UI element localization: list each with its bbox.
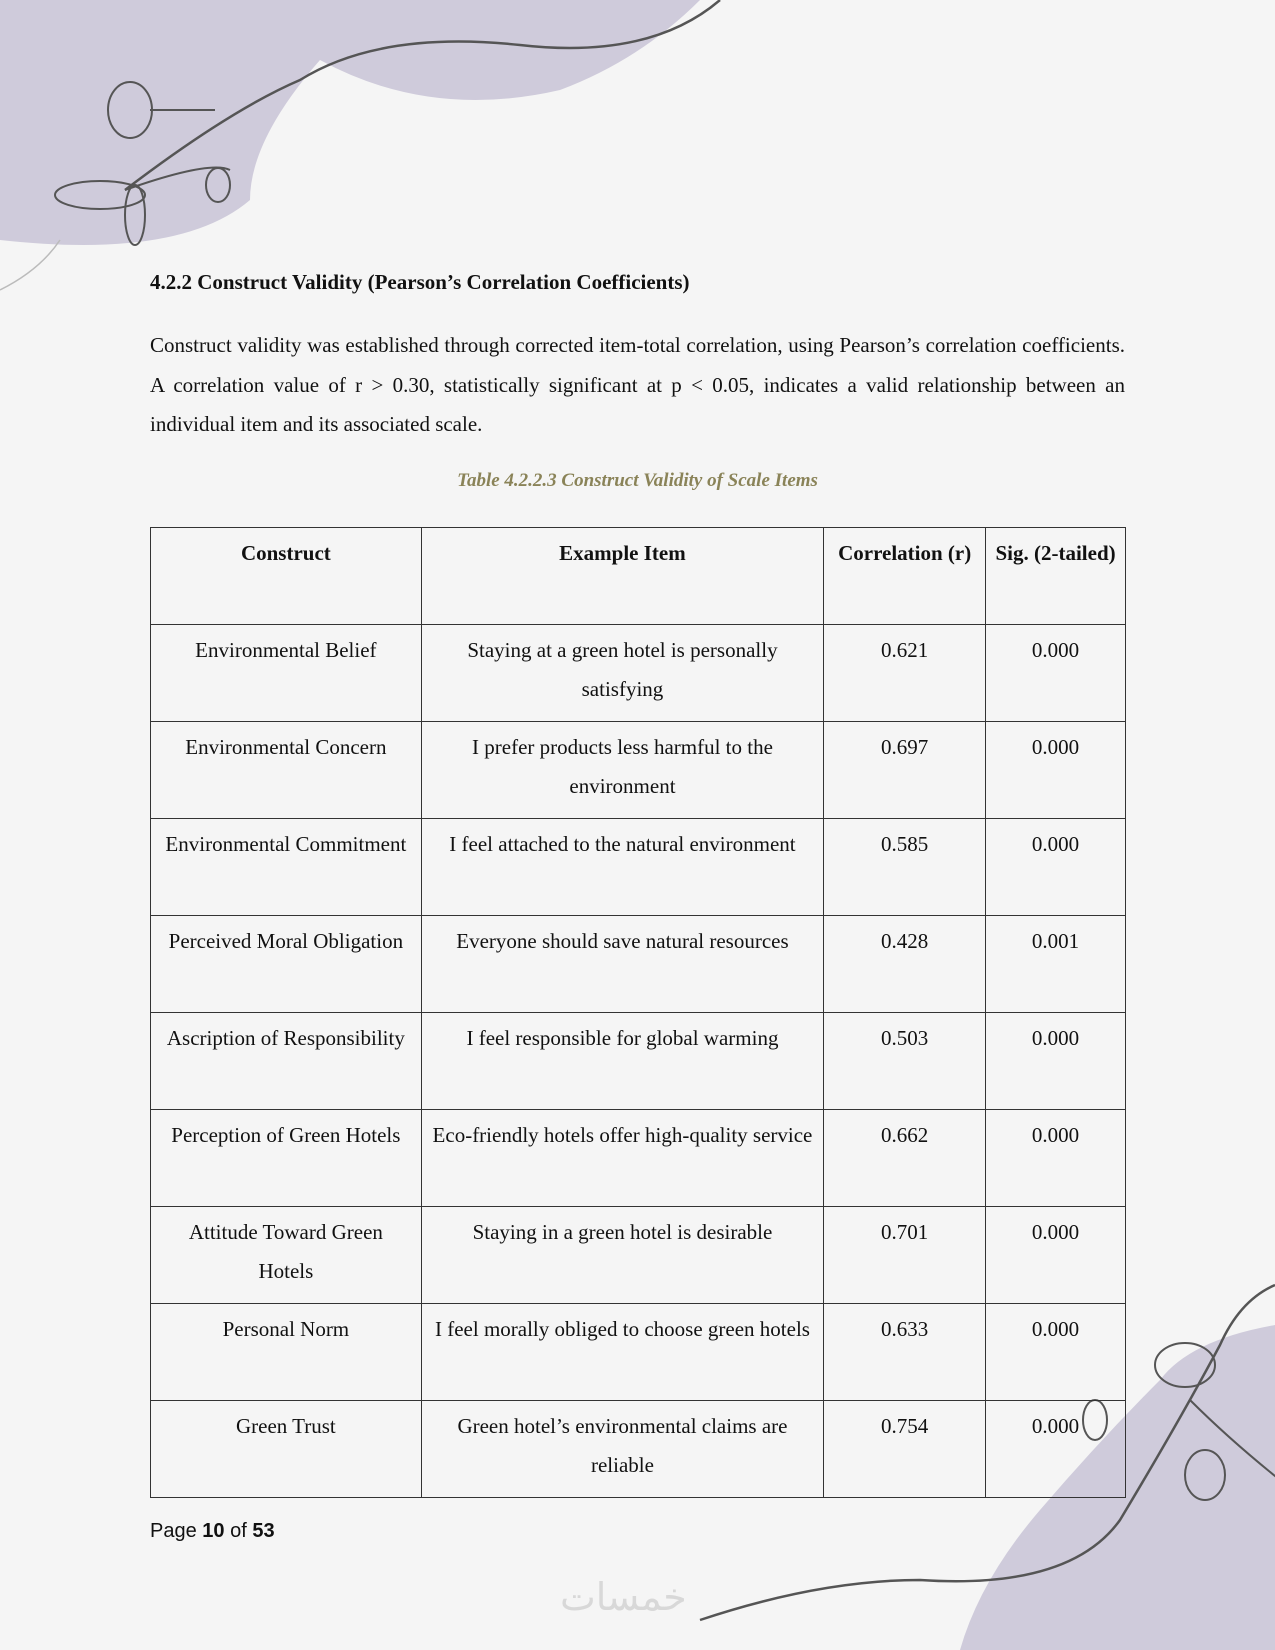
table-row bbox=[151, 625, 1126, 722]
cell-sig: 0.000 bbox=[986, 722, 1126, 819]
cell-sig: 0.000 bbox=[986, 1304, 1126, 1401]
cell-example-item: I feel attached to the natural environment bbox=[421, 819, 823, 916]
cell-sig: 0.000 bbox=[986, 1110, 1126, 1207]
cell-correlation: 0.754 bbox=[824, 1401, 986, 1498]
table-caption: Table 4.2.2.3 Construct Validity of Scale Items bbox=[457, 470, 818, 491]
page-total: 53 bbox=[252, 1520, 275, 1542]
section-heading: 4.2.2 Construct Validity (Pearson’s Correlation Coefficients) bbox=[150, 270, 690, 294]
page-of: of bbox=[230, 1520, 247, 1542]
table-row bbox=[151, 722, 1126, 819]
header-construct: Construct bbox=[151, 528, 422, 625]
watermark: خمسات bbox=[560, 1575, 687, 1619]
table-row bbox=[151, 1304, 1126, 1401]
cell-construct: Environmental Belief bbox=[151, 625, 422, 722]
cell-example-item: Eco-friendly hotels offer high-quality service bbox=[421, 1110, 823, 1207]
table-row bbox=[151, 1207, 1126, 1304]
cell-sig: 0.001 bbox=[986, 916, 1126, 1013]
cell-correlation: 0.585 bbox=[824, 819, 986, 916]
table-row bbox=[151, 1401, 1126, 1498]
cell-construct: Perception of Green Hotels bbox=[151, 1110, 422, 1207]
table-row bbox=[151, 1013, 1126, 1110]
cell-correlation: 0.633 bbox=[824, 1304, 986, 1401]
cell-example-item: I feel morally obliged to choose green hotels bbox=[421, 1304, 823, 1401]
cell-construct: Personal Norm bbox=[151, 1304, 422, 1401]
cell-correlation: 0.701 bbox=[824, 1207, 986, 1304]
header-sig: Sig. (2-tailed) bbox=[986, 528, 1126, 625]
cell-sig: 0.000 bbox=[986, 1207, 1126, 1304]
page-number: 10 bbox=[202, 1520, 225, 1542]
cell-sig: 0.000 bbox=[986, 1013, 1126, 1110]
cell-construct: Ascription of Responsibility bbox=[151, 1013, 422, 1110]
cell-example-item: I prefer products less harmful to the environment bbox=[421, 722, 823, 819]
cell-example-item: Staying at a green hotel is personally satisfying bbox=[421, 625, 823, 722]
cell-construct: Green Trust bbox=[151, 1401, 422, 1498]
table-header-row bbox=[151, 528, 1126, 625]
cell-correlation: 0.621 bbox=[824, 625, 986, 722]
cell-sig: 0.000 bbox=[986, 819, 1126, 916]
cell-correlation: 0.503 bbox=[824, 1013, 986, 1110]
cell-example-item: Green hotel’s environmental claims are reliable bbox=[421, 1401, 823, 1498]
table-row bbox=[151, 916, 1126, 1013]
cell-construct: Environmental Concern bbox=[151, 722, 422, 819]
table-row bbox=[151, 819, 1126, 916]
cell-construct: Attitude Toward Green Hotels bbox=[151, 1207, 422, 1304]
page-footer bbox=[150, 1520, 275, 1543]
cell-correlation: 0.662 bbox=[824, 1110, 986, 1207]
header-example-item: Example Item bbox=[421, 528, 823, 625]
page-label: Page bbox=[150, 1520, 197, 1542]
cell-sig: 0.000 bbox=[986, 1401, 1126, 1498]
cell-example-item: Everyone should save natural resources bbox=[421, 916, 823, 1013]
cell-construct: Perceived Moral Obligation bbox=[151, 916, 422, 1013]
cell-example-item: Staying in a green hotel is desirable bbox=[421, 1207, 823, 1304]
cell-correlation: 0.697 bbox=[824, 722, 986, 819]
table-row bbox=[151, 1110, 1126, 1207]
header-correlation: Correlation (r) bbox=[824, 528, 986, 625]
cell-construct: Environmental Commitment bbox=[151, 819, 422, 916]
cell-sig: 0.000 bbox=[986, 625, 1126, 722]
cell-correlation: 0.428 bbox=[824, 916, 986, 1013]
construct-validity-table bbox=[150, 527, 1126, 1498]
cell-example-item: I feel responsible for global warming bbox=[421, 1013, 823, 1110]
body-paragraph: Construct validity was established through corrected item-total correlation, using Pearson’s correlation coefficients. A correlation value of r > 0.30, statistically significant at p < 0.05, indicates a valid relationship between an individual item and its associated scale. bbox=[150, 333, 1125, 436]
